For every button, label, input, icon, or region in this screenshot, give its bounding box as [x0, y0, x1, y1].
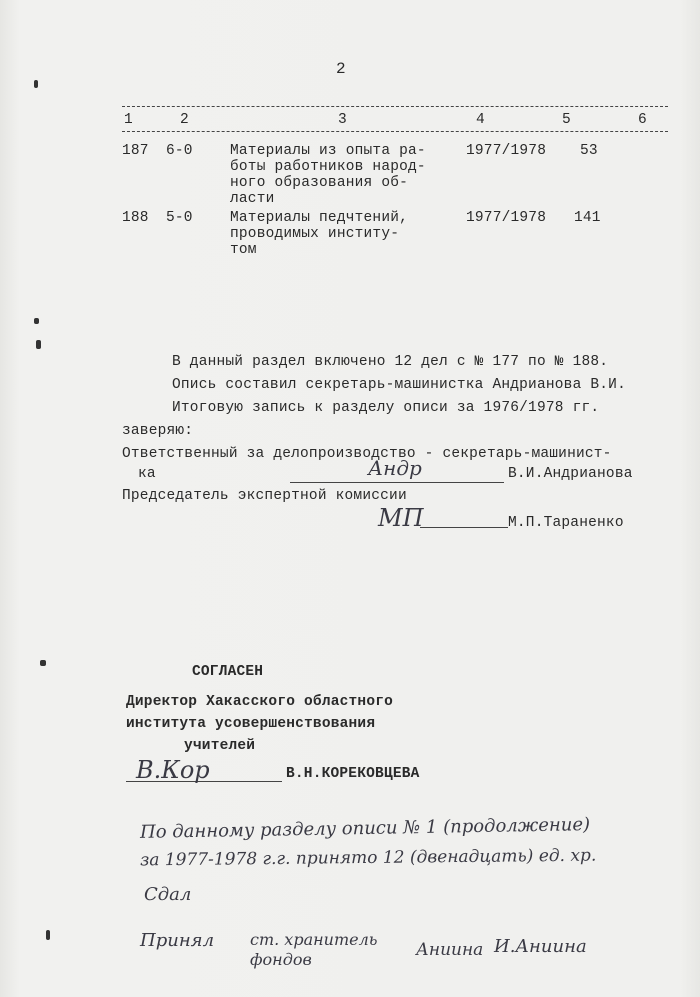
col-header-5: 5: [562, 112, 571, 128]
table-top-rule: [122, 106, 668, 107]
approval-line-1: Директор Хакасского областного: [126, 694, 394, 710]
page-number: 2: [336, 60, 346, 78]
row-187-title: [230, 143, 426, 207]
col-header-1: 1: [124, 112, 133, 128]
row-188-title: [230, 210, 408, 258]
summary-line-4: заверяю:: [122, 423, 194, 439]
binding-hole-mark: [34, 318, 39, 324]
row-188-number: 188: [122, 210, 149, 226]
approval-line-2: института усовершенствования: [126, 716, 376, 732]
row-187-index: 6-0: [166, 143, 193, 159]
table-header-rule: [122, 131, 668, 132]
summary-line-5: Ответственный за делопроизводство - секретарь-машинист-: [122, 446, 612, 462]
signature-line-taranenko: [420, 527, 508, 528]
handwritten-signature-anina: Аниина: [416, 940, 484, 960]
binding-hole-mark: [36, 340, 41, 349]
handwritten-signature-anina-name: И.Аниина: [494, 936, 587, 957]
row-187-count: 53: [580, 143, 598, 159]
row-187-title-line: ласти: [230, 191, 275, 207]
handwritten-sdal: Сдал: [144, 884, 192, 905]
signature-korekovtseva: В.Кор: [136, 756, 210, 784]
signatory-andrianova-name: В.И.Андрианова: [508, 466, 633, 482]
summary-line-1: В данный раздел включено 12 дел с № 177 по № 188.: [172, 354, 609, 370]
approver-name: В.Н.КОРЕКОВЦЕВА: [286, 766, 420, 782]
col-header-2: 2: [180, 112, 189, 128]
handwritten-acceptance-line-1: По данному разделу описи № 1 (продолжение): [139, 814, 591, 843]
row-187-title-line: Материалы из опыта ра-: [230, 143, 426, 159]
signatory-taranenko-name: М.П.Тараненко: [508, 515, 624, 531]
summary-line-2: Опись составил секретарь-машинистка Андрианова В.И.: [172, 377, 626, 393]
row-187-number: 187: [122, 143, 149, 159]
row-187-title-line: боты работников народ-: [230, 159, 426, 175]
col-header-4: 4: [476, 112, 485, 128]
binding-hole-mark: [46, 930, 50, 940]
binding-hole-mark: [40, 660, 46, 666]
summary-line-3: Итоговую запись к разделу описи за 1976/1978 гг.: [172, 400, 600, 416]
handwritten-prinyal: Принял: [140, 930, 215, 951]
row-188-years: 1977/1978: [466, 210, 547, 226]
summary-line-7: Председатель экспертной комиссии: [122, 488, 407, 504]
binding-hole-mark: [34, 80, 38, 88]
signature-andrianova: Андр: [368, 456, 422, 480]
signature-line-andrianova: [290, 482, 504, 483]
handwritten-role-line-1: ст. хранитель: [250, 930, 378, 949]
row-188-title-line: Материалы педчтений,: [230, 210, 409, 226]
handwritten-role-line-2: фондов: [250, 950, 312, 969]
approval-line-3: учителей: [184, 738, 256, 754]
row-188-title-line: проводимых институ-: [230, 226, 400, 242]
signature-taranenko: МП: [378, 504, 424, 532]
row-188-title-line: том: [230, 242, 257, 258]
col-header-6: 6: [638, 112, 647, 128]
row-188-count: 141: [574, 210, 601, 226]
approval-heading: СОГЛАСЕН: [192, 664, 264, 680]
row-188-index: 5-0: [166, 210, 193, 226]
handwritten-acceptance-line-2: за 1977-1978 г.г. принято 12 (двенадцать) ед. хр.: [139, 845, 597, 871]
row-187-title-line: ного образования об-: [230, 175, 409, 191]
summary-line-6-prefix: ка: [138, 466, 156, 482]
row-187-years: 1977/1978: [466, 143, 547, 159]
col-header-3: 3: [338, 112, 347, 128]
